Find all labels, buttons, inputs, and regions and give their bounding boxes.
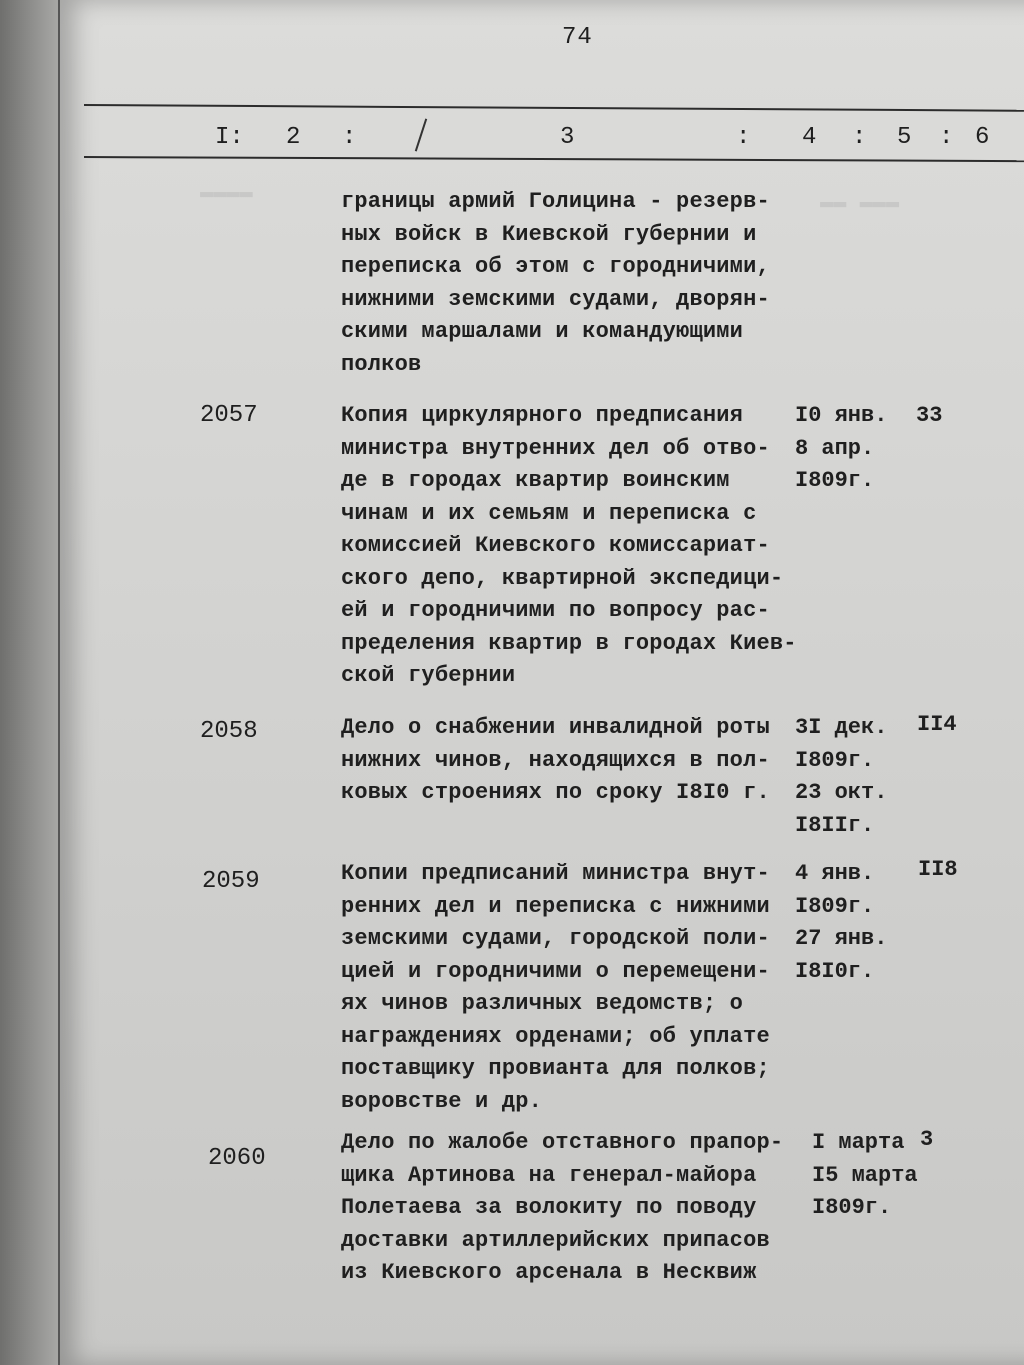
description-line: ковых строениях по сроку I8I0 г. (341, 780, 770, 805)
column-separator: : (736, 124, 751, 151)
entry-dates (812, 1127, 918, 1225)
page-number: 74 (562, 24, 593, 51)
description-line: цией и городничими о перемещени- (341, 958, 770, 984)
column-header: 2 (286, 124, 301, 151)
entry-dates (795, 400, 887, 498)
entry-number: 2058 (200, 718, 258, 745)
description-line: земскими судами, городской поли- (341, 926, 770, 951)
description-line: переписка об этом с городничими, (341, 254, 770, 279)
description-line: щика Артинова на генерал-майора (341, 1162, 757, 1188)
date-line: I8I0г. (795, 958, 875, 984)
entry-number: 2057 (200, 402, 258, 429)
description-line: ского депо, квартирной экспедици- (341, 565, 784, 591)
date-line: I0 янв. (795, 403, 888, 428)
description-line: границы армий Голицина - резерв- (341, 189, 770, 214)
entry-number: 2060 (208, 1145, 266, 1172)
description-line: из Киевского арсенала в Несквиж (341, 1260, 757, 1285)
date-line: 8 апр. (795, 435, 875, 461)
description-line: полков (341, 351, 422, 377)
description-line: де в городах квартир воинским (341, 468, 730, 493)
entry-sheets: II4 (917, 712, 957, 737)
description-line: воровстве и др. (341, 1088, 543, 1114)
description-line: ей и городничими по вопросу рас- (341, 598, 770, 623)
entry-sheets: 3 (920, 1127, 934, 1152)
column-separator: : (939, 124, 954, 151)
description-line: скими маршалами и командующими (341, 319, 744, 344)
column-separator: : (852, 124, 867, 151)
column-header: 3 (560, 124, 575, 151)
description-line: ях чинов различных ведомств; о (341, 991, 744, 1016)
date-line: I5 марта (812, 1162, 918, 1188)
entry-dates (795, 858, 887, 988)
description-line: Копия циркулярного предписания (341, 403, 744, 428)
entry-sheets: II8 (918, 857, 958, 882)
description-line: министра внутренних дел об отво- (341, 435, 770, 461)
column-separator: : (342, 124, 357, 151)
entry-description (341, 858, 801, 1118)
column-header: 6 (975, 124, 990, 151)
date-line: I809г. (812, 1195, 892, 1220)
column-header: 5 (897, 124, 912, 151)
description-line: Копии предписаний министра внут- (341, 861, 770, 886)
date-line: 23 окт. (795, 780, 888, 805)
date-line: 4 янв. (795, 861, 875, 886)
column-header: I: (215, 124, 244, 151)
entry-number: 2059 (202, 868, 260, 895)
description-line: нижними земскими судами, дворян- (341, 286, 770, 312)
date-line: I8IIг. (795, 812, 875, 838)
date-line: I809г. (795, 747, 875, 773)
description-line: ных войск в Киевской губернии и (341, 221, 757, 247)
description-line: ренних дел и переписка с нижними (341, 893, 770, 919)
date-line: 27 янв. (795, 926, 888, 951)
date-line: 3I дек. (795, 715, 888, 740)
description-line: доставки артиллерийских припасов (341, 1227, 770, 1253)
date-line: I марта (812, 1130, 905, 1155)
description-line: Дело о снабжении инвалидной роты (341, 715, 770, 740)
description-line: награждениях орденами; об уплате (341, 1023, 770, 1049)
description-line: чинам и их семьям и переписка с (341, 500, 757, 526)
description-line: Дело по жалобе отставного прапор- (341, 1130, 784, 1155)
date-line: I809г. (795, 468, 875, 493)
description-line: ской губернии (341, 663, 516, 688)
description-line: пределения квартир в городах Киев- (341, 630, 797, 656)
entry-dates (795, 712, 887, 842)
entry-sheets: 33 (916, 403, 943, 428)
description-line: поставщику провианта для полков; (341, 1056, 770, 1081)
description-line: нижних чинов, находящихся в пол- (341, 747, 770, 773)
entry-description (341, 186, 801, 381)
description-line: Полетаева за волокиту по поводу (341, 1195, 757, 1220)
entry-description (341, 400, 801, 693)
column-header: 4 (802, 124, 817, 151)
date-line: I809г. (795, 893, 875, 919)
entry-description (341, 712, 801, 810)
description-line: комиссией Киевского комиссариат- (341, 533, 770, 558)
entry-description (341, 1127, 801, 1290)
